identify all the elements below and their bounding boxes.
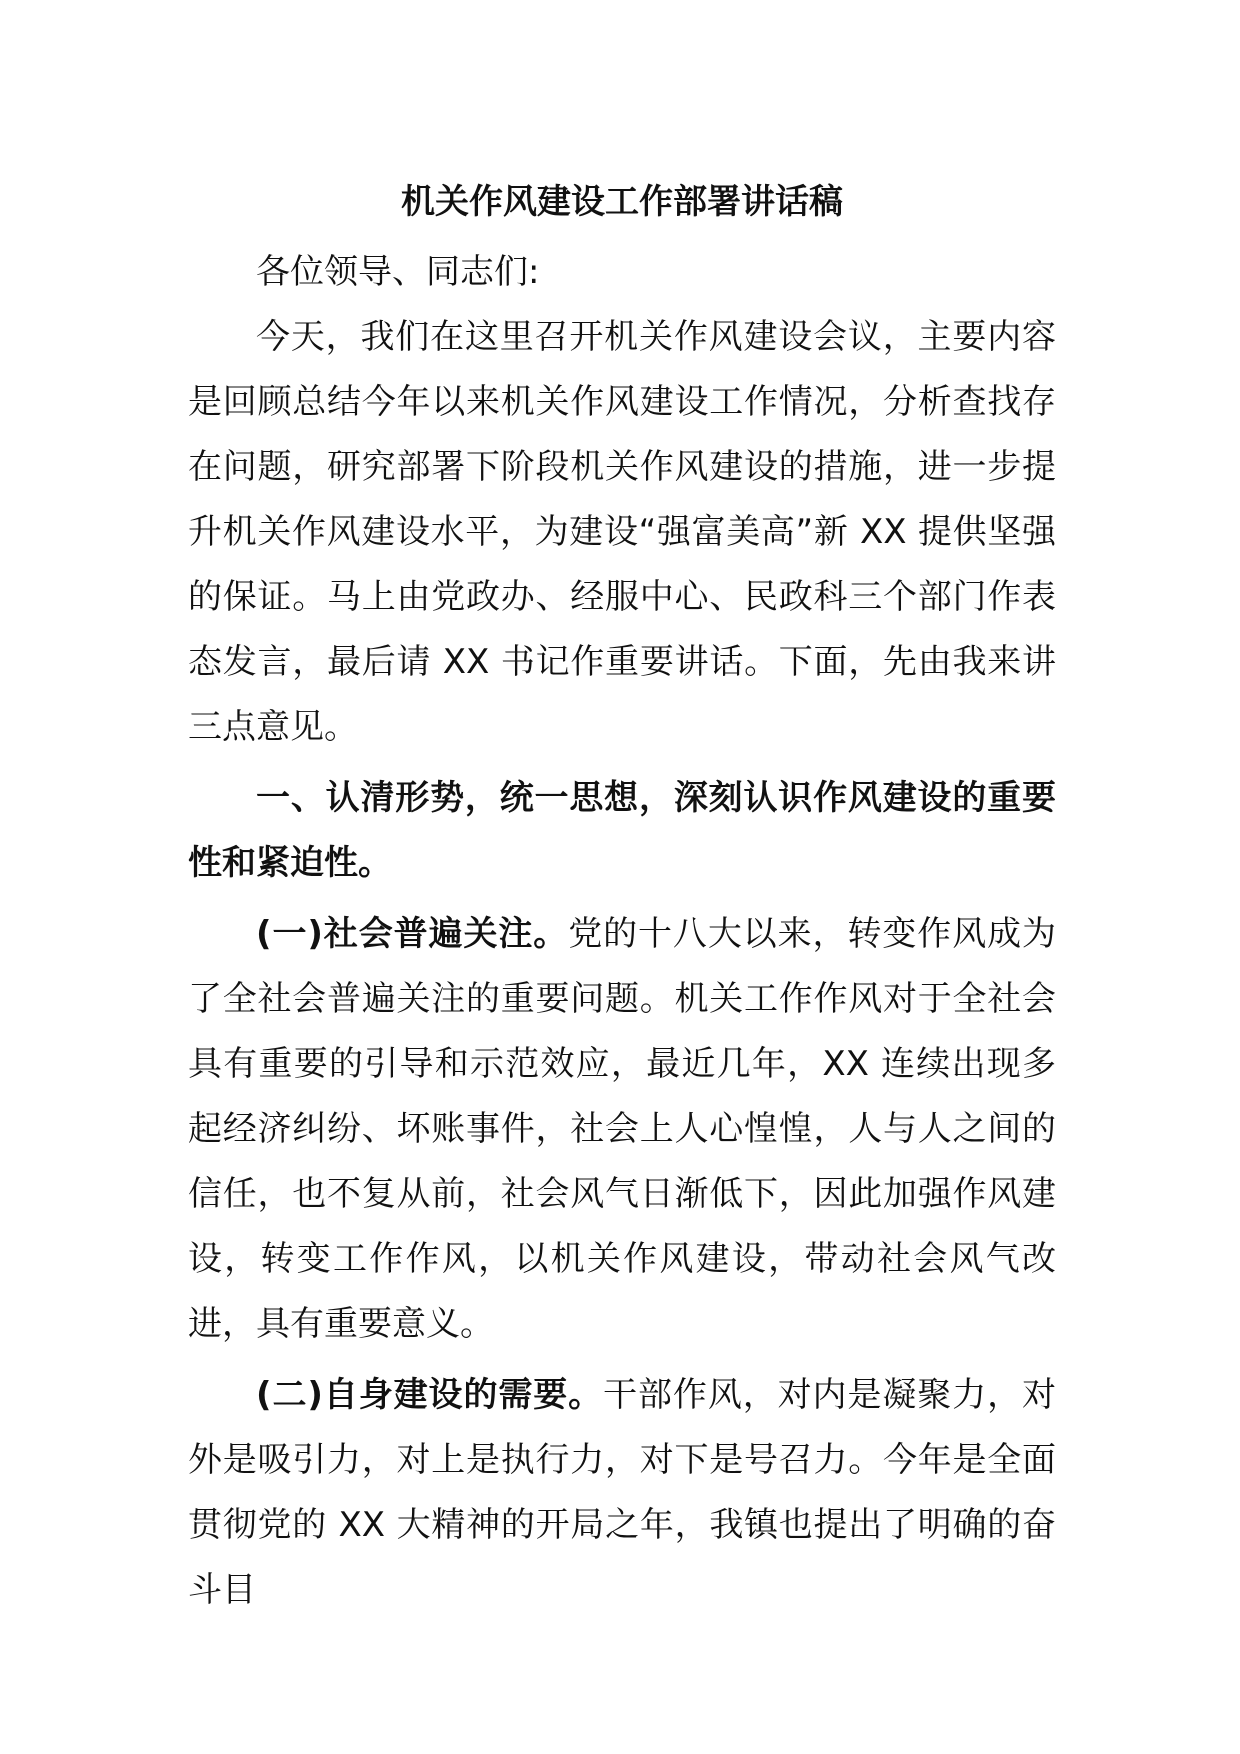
section-1-item-1 <box>188 902 1056 1357</box>
section-1-item-1-lead: (一)社会普遍关注。 <box>256 914 569 954</box>
section-1-item-2-text: 干部作风，对内是凝聚力，对外是吸引力，对上是执行力，对下是号召力。今年是全面贯彻党的 XX 大精神的开局之年，我镇也提出了明确的奋斗目 <box>188 1375 1057 1610</box>
section-1-item-1-text: 党的十八大以来，转变作风成为了全社会普遍关注的重要问题。机关工作作风对于全社会具有重要的引导和示范效应，最近几年，XX 连续出现多起经济纠纷、坏账事件，社会上人心惶惶，人与人之间的信任，也不复从前，社会风气日渐低下，因此加强作风建设，转变工作作风，以机关作风建设，带动社会风气改进，具有重要意义。 <box>188 914 1057 1344</box>
section-1-item-2-lead: (二)自身建设的需要。 <box>256 1375 604 1415</box>
section-1-heading: 一、认清形势，统一思想，深刻认识作风建设的重要性和紧迫性。 <box>188 778 1056 883</box>
intro-paragraph: 今天，我们在这里召开机关作风建设会议，主要内容是回顾总结今年以来机关作风建设工作情况，分析查找存在问题，研究部署下阶段机关作风建设的措施，进一步提升机关作风建设水平，为建设“强富美高”新 XX 提供坚强的保证。马上由党政办、经服中心、民政科三个部门作表态发言，最后请 XX 书记作重要讲话。下面，先由我来讲三点意见。 <box>188 317 1056 747</box>
document-body <box>188 170 1056 1623</box>
greeting: 各位领导、同志们: <box>256 252 540 292</box>
document-title: 机关作风建设工作部署讲话稿 <box>401 182 843 222</box>
section-1-item-2 <box>188 1363 1056 1623</box>
